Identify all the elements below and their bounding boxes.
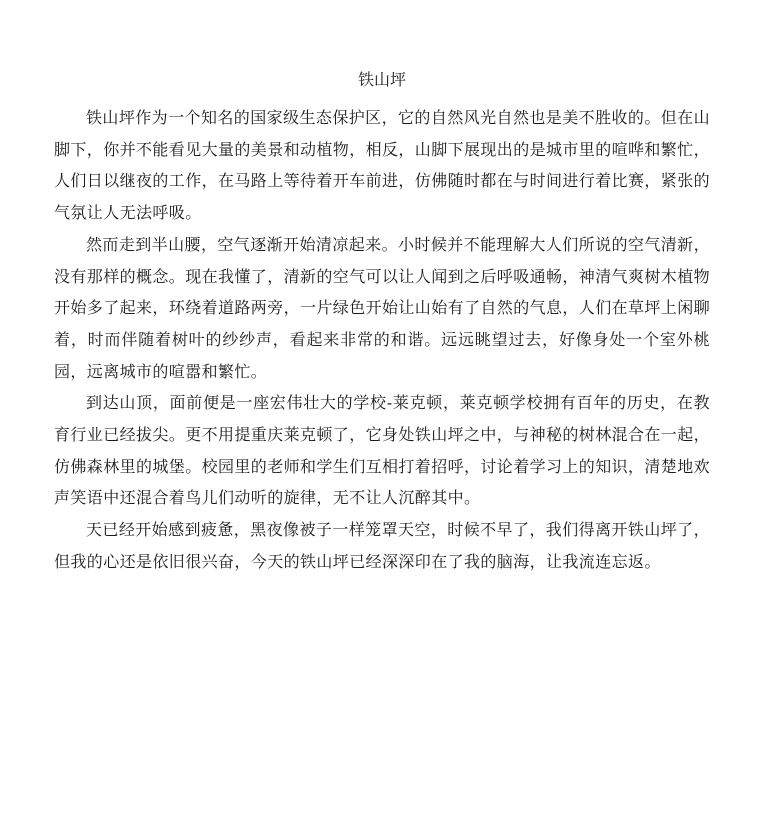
essay-page	[54, 70, 710, 578]
paragraph-4: 天已经开始感到疲惫，黑夜像被子一样笼罩天空，时候不早了，我们得离开铁山坪了，但我的心还是依旧很兴奋，今天的铁山坪已经深深印在了我的脑海，让我流连忘返。	[54, 520, 710, 571]
paragraph-1: 铁山坪作为一个知名的国家级生态保护区，它的自然风光自然也是美不胜收的。但在山脚下，你并不能看见大量的美景和动植物，相反，山脚下展现出的是城市里的喧哗和繁忙，人们日以继夜的工作，在马路上等待着开车前进，仿佛随时都在与时间进行着比赛，紧张的气氛让人无法呼吸。	[54, 108, 711, 223]
paragraph-3: 到达山顶，面前便是一座宏伟壮大的学校-莱克顿，莱克顿学校拥有百年的历史，在教育行业已经拔尖。更不用提重庆莱克顿了，它身处铁山坪之中，与神秘的树林混合在一起，仿佛森林里的城堡。校园里的老师和学生们互相打着招呼，讨论着学习上的知识，清楚地欢声笑语中还混合着鸟儿们动听的旋律，无不让人沉醉其中。	[54, 393, 711, 508]
paragraph-2: 然而走到半山腰，空气逐渐开始清凉起来。小时候并不能理解大人们所说的空气清新，没有那样的概念。现在我懂了，清新的空气可以让人闻到之后呼吸通畅，神清气爽树木植物开始多了起来，环绕着道路两旁，一片绿色开始让山始有了自然的气息，人们在草坪上闲聊着，时而伴随着树叶的纱纱声，看起来非常的和谐。远远眺望过去，好像身处一个室外桃园，远离城市的喧嚣和繁忙。	[54, 234, 711, 381]
essay-title: 铁山坪	[357, 70, 406, 89]
